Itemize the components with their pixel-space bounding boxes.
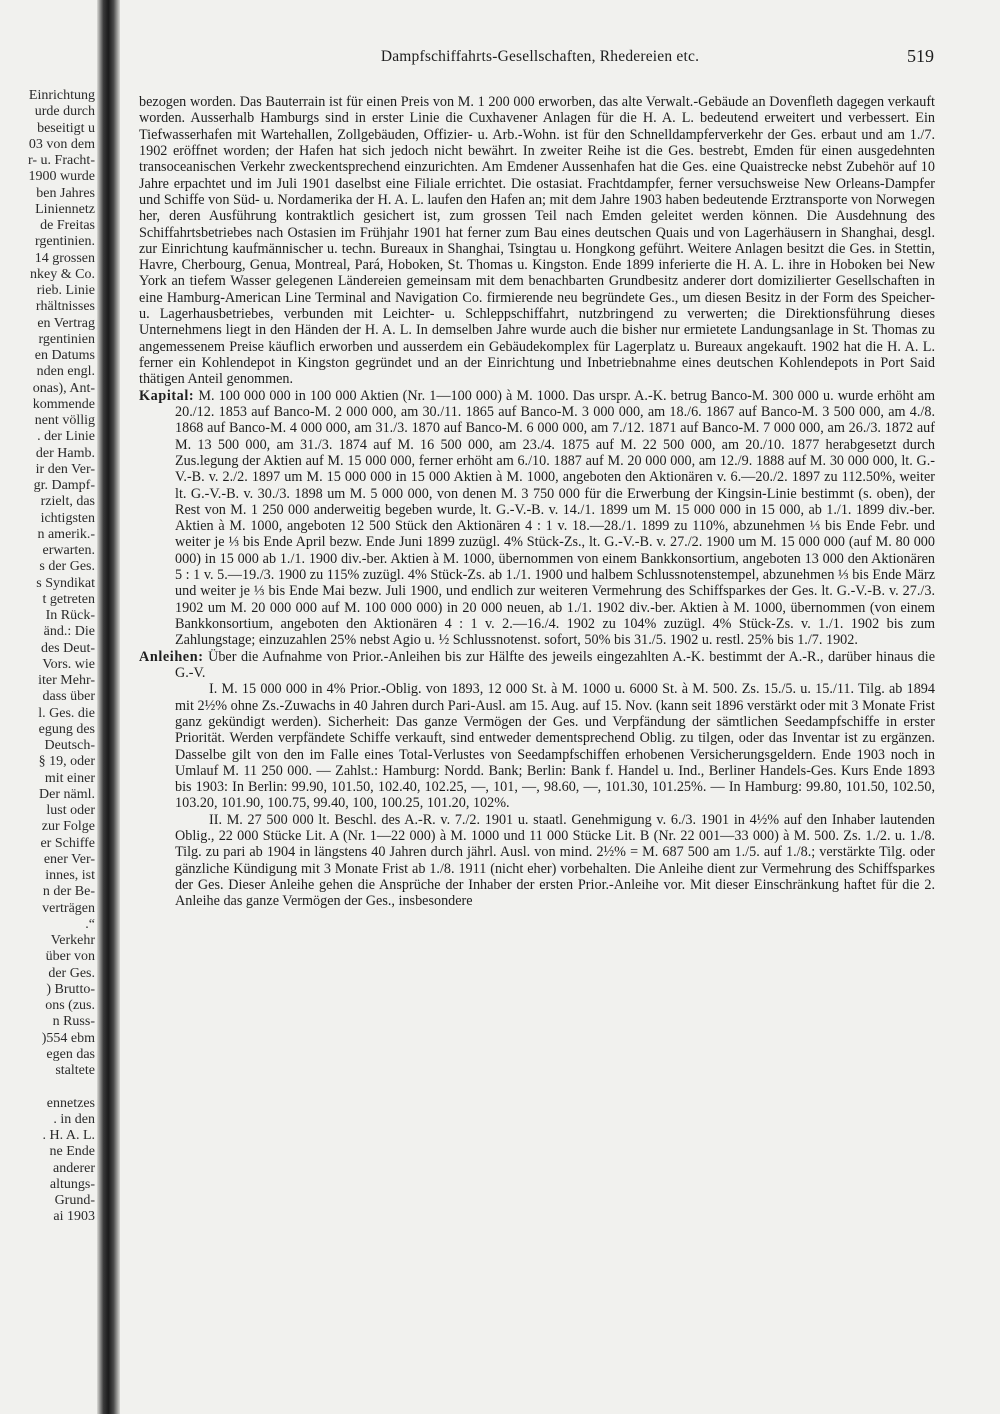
margin-fragment: rgentinien. [34, 234, 95, 250]
margin-fragment: mit einer [44, 770, 95, 786]
margin-fragment: Liniennetz [35, 201, 95, 217]
margin-fragment: kommende [32, 396, 95, 412]
margin-fragment: Einrichtung [28, 88, 95, 103]
margin-fragment: lust oder [46, 803, 95, 818]
margin-fragment: verträgen [42, 900, 95, 916]
margin-fragment: des Deut- [40, 640, 95, 656]
margin-fragment: ben Jahres [36, 185, 95, 201]
kapital-text: M. 100 000 000 in 100 000 Aktien (Nr. 1—100 000) à M. 1000. Das urspr. A.-K. betrug Banco-M. 300 000 u. wurde erhöht am 20./12. 1853 auf Banco-M. 2 000 000, am 30./11. 1865 auf Banco-M. 3 000 000, am 18./6. 1867 auf Banco-M. 3 500 000, am 4./8. 1868 auf Banco-M. 4 000 000, am 31./3. 1870 auf Banco-M. 6 000 000, am 7./12. 1871 auf Banco-M. 7 000 000, am 26./3. 1872 auf M. 13 500 000, am 31./3. 1874 auf M. 16 500 000, am 23./4. 1875 auf M. 22 500 000, am 20./10. 1877 herabgesetzt durch Zus.legung der Aktien auf M. 15 000 000, ferner erhöht am 6./10. 1887 auf M. 20 000 000, am 12./9. 1888 auf M. 30 000 000, lt. G.-V.-B. v. 2./2. 1897 um M. 15 000 000 in 15 000 Aktien à M. 1000, angeboten den Aktionären v. 6.—20./2. 1897 zu 112.50%, weiter lt. G.-V.-B. v. 30./3. 1898 um M. 5 000 000, von denen M. 3 750 000 für die Erwerbung der Kingsin-Linie bestimmt (s. oben), der Rest von M. 1 250 000 anderweitig begeben wurde, lt. G.-V.-B. v. 14./1. 1899 um M. 15 000 000 in 15 000, ab 1./1. 1899 div.-ber. Aktien à M. 1000, angeboten 12 500 Stück den Aktionären 4 : 1 v. 18.—28./1. 1899 zu 110%, abzunehmen ⅓ bis Ende Febr. und weiter je ⅓ bis Ende April bezw. Ende Juni 1899 zuzügl. 4% Stück-Zs., lt. G.-V.-B. v. 27./2. 1900 um M. 15 000 000 (auf M. 80 000 000) in 15 000 ab 1./1. 1900 div.-ber. Aktien à M. 1000, übernommen von einem Bankkonsortium, angeboten 13 000 den Aktionären 5 : 1 v. 5.—19./3. 1900 zu 115% zuzügl. 4% Stück-Zs. ab 1./1. 1900 und halbem Schlussnotenstempel, abzunehmen ⅓ bis Ende März und weiter je ⅓ bis Ende Mai bezw. Juli 1900, und endlich zur weiteren Vermehrung des Schiffsparkes der Ges. lt. G.-V.-B. v. 27./3. 1902 um M. 20 000 000 auf M. 100 000 000) in 20 000 neuen, ab 1./1. 1902 div.-ber. Aktien à M. 1000, übernommen (von einem Bankkonsortium, angeboten den Aktionären 4 : 1 v. 2.—16./4. 1902 zu 104% zuzügl. 4% Stück-Zs. v. 1./1. 1902 bis zum Zahlungstage; einzuzahlen 25% nebst Agio u. ½ Schlussnotenst. sofort, 50% bis 31./5. 1902 u. restl. 25% bis 1./7. 1902. [175, 387, 935, 649]
margin-fragment: änd.: Die [43, 624, 95, 640]
margin-fragment: dass über [42, 689, 95, 705]
margin-fragment: über von [45, 949, 95, 965]
margin-fragment: ai 1903 [53, 1209, 95, 1225]
book-gutter [97, 0, 120, 1414]
margin-fragment: innes, ist [45, 868, 95, 883]
margin-fragment: rzielt, das [40, 494, 95, 510]
margin-fragment [0, 1079, 95, 1095]
paragraph-facilities: bezogen worden. Das Bauterrain ist für einen Preis von M. 1 200 000 erworben, das alte Verwalt.-Gebäude an Dovenfleth dagegen verkauft worden. Ausserhalb Hamburgs sind in erster Linie die Cuxhavener Anlagen für die H. A. L. bedeutend erweitert und verbessert. Ein Tiefwasserhafen mit Wartehallen, Zollgebäuden, Offizier- u. Arb.-Wohn. ist für den Schnelldampferverkehr der Ges. erbaut und am 1./7. 1902 eröffnet worden; der Hafen hat sich jedoch nicht bewährt. In zweiter Reihe ist die Ges. bestrebt, Emden für einen ausgedehnten transoceanischen Verkehr zweckentsprechend einzurichten. Am Emdener Aussenhafen hat die Ges. eine Quaistrecke nebst Zubehör auf 10 Jahre erpachtet und im Juli 1901 daselbst eine Filiale errichtet. Die ostasiat. Frachtdampfer, ferner versuchsweise New Orleans-Dampfer und Schiffe von Süd- u. Nordamerika der H. A. L. laufen den Hafen an; mit dem Jahre 1903 haben bedeutende Erztransporte von Norwegen her, deren Ausführung kontraktlich gesichert ist, zum grossen Teil nach Emden geleitet werden können. Die Ausdehnung des Schiffahrtsbetriebes nach Ostasien im Frühjahr 1901 hat ferner zum Bau eines deutschen Quais und von Lagerhäusern in Shanghai, desgl. zur Einrichtung kaufmännischer u. techn. Bureaux in Shanghai, Tsingtau u. Hongkong geführt. Weitere Anlagen besitzt die Ges. in Stettin, Havre, Cherbourg, Genua, Montreal, Pará, Hoboken, St. Thomas u. Kingston. Ende 1899 inferierte die H. A. L. ihre in Hoboken bei New York an tiefem Wasser gelegenen Ländereien gemeinsam mit dem benachbarten Grundbesitz anderer dort domizilierter Gesellschaften in eine Hamburg-American Line Terminal and Navigation Co. firmierende neu begründete Ges., um diesen Besitz in der Form des Speicher- u. Lagerhausbetriebes, verbunden mit Leichter- u. Schleppschiffahrt, nutzbringend zu verwerten; die Direktionsführung dieses Unternehmens liegt in den Händen der H. A. L. In demselben Jahre wurde auch die bisher nur ermietete Landungsanlage in St. Thomas zu angemessenem Preise käuflich erworben und ausserdem ein Gebäudekomplex für Lagerplatz u. Bureaux angekauft. 1902 hat die H. A. L. ferner ein Kohlendepot in Kingston gegründet und an der Einrichtung und Inbetriebnahme eines deutschen Kohlendepots in Port Said thätigen Anteil genommen. [139, 94, 935, 388]
margin-fragment: Verkehr [50, 933, 95, 948]
margin-fragment: § 19, oder [38, 754, 95, 770]
margin-fragment: r- u. Fracht- [28, 153, 95, 168]
margin-fragment: egen das [46, 1046, 95, 1062]
margin-fragment: iter Mehr- [38, 673, 95, 688]
margin-fragment: altungs- [49, 1176, 95, 1192]
kapital-label: Kapital: [139, 387, 195, 404]
margin-fragment: ) Brutto- [46, 981, 95, 997]
margin-fragment: nkey & Co. [30, 266, 95, 282]
running-title: Dampfschiffahrts-Gesellschaften, Rhedereien etc. [380, 48, 700, 65]
left-page-margin-fragments [0, 88, 95, 1398]
margin-fragment: . der Linie [37, 429, 95, 445]
anleihen-label: Anleihen: [139, 648, 204, 665]
margin-fragment: n amerik.- [37, 526, 95, 542]
margin-fragment: der Hamb. [35, 445, 95, 461]
margin-fragment: egung des [38, 721, 95, 737]
margin-fragment: l. Ges. die [38, 705, 95, 721]
margin-fragment: )554 ebm [41, 1030, 95, 1046]
margin-fragment: gr. Dampf- [33, 478, 95, 493]
margin-fragment: ichtigsten [40, 510, 95, 526]
paragraph-kapital [139, 388, 935, 649]
margin-fragment: anderer [53, 1160, 95, 1176]
margin-fragment: ir den Ver- [35, 461, 95, 477]
margin-fragment: .“ [85, 916, 95, 932]
margin-fragment: Deutsch- [44, 738, 95, 753]
margin-fragment: In Rück- [45, 608, 95, 623]
margin-fragment: n der Be- [42, 884, 95, 900]
margin-fragment: staltete [55, 1063, 95, 1078]
margin-fragment: ne Ende [49, 1144, 95, 1160]
margin-fragment: ennetzes [46, 1095, 95, 1111]
margin-fragment: Vors. wie [42, 656, 95, 672]
margin-fragment: der Ges. [48, 965, 95, 981]
margin-fragment: s der Ges. [39, 559, 95, 575]
page-number: 519 [907, 46, 934, 66]
paragraph-anleihe-2: II. M. 27 500 000 lt. Beschl. des A.-R. v. 7./2. 1901 u. staatl. Genehmigung v. 6./3. 1901 in 4½% auf den Inhaber lautenden Oblig., 22 000 Stücke Lit. A (Nr. 1—22 000) à M. 1000 und 11 000 Stücke Lit. B (Nr. 22 001—33 000) à M. 500. Zs. 1./2. u. 1./8. Tilg. zu pari ab 1904 in längstens 40 Jahren durch jährl. Ausl. von mind. 2½% = M. 687 500 am 1./5. auf 1./8.; verstärkte Tilg. oder gänzliche Kündigung mit 3 Monate Frist ab 1./8. 1911 (nicht eher) vorbehalten. Die Anleihe dient zur Vermehrung des Schiffsparkes der Ges. Dieser Anleihe gehen die Ansprüche der Inhaber der ersten Prior.-Anleihe vor. Mit dieser Einschränkung haftet für die 2. Anleihe das ganze Vermögen der Ges., insbesondere [175, 811, 935, 910]
margin-fragment: onas), Ant- [32, 380, 95, 396]
margin-fragment: en Vertrag [37, 315, 95, 331]
margin-fragment: ons (zus. [45, 998, 95, 1013]
page-header [140, 48, 940, 72]
anleihen-text: Über die Aufnahme von Prior.-Anleihen bis zur Hälfte des jeweils eingezahlten A.-K. bestimmt der A.-R., darüber hinaus die G.-V. [175, 648, 935, 681]
margin-fragment: en Datums [34, 348, 95, 363]
paragraph-anleihe-1: I. M. 15 000 000 in 4% Prior.-Oblig. von 1893, 12 000 St. à M. 1000 u. 6000 St. à M. 500. Zs. 15./5. u. 15./11. Tilg. ab 1894 mit 2½% ohne Zs.-Zuwachs in 40 Jahren durch Pari-Ausl. am 15. Aug. auf 15. Nov. (kann seit 1896 verstärkt oder mit 3 Monate Frist ganz gekündigt werden). Sicherheit: Das ganze Vermögen der Ges. und Verpfändung der sämtlichen Seedampfschiffe in erster Priorität. Werden verpfändete Schiffe verkauft, sind entweder dementsprechend Oblig. zu tilgen, oder das Inventar ist zu ergänzen. Dasselbe gilt von den im Falle eines Total-Verlustes von Seedampfschiffen erhobenen Versicherungsgeldern. Ende 1903 noch in Umlauf M. 11 250 000. — Zahlst.: Hamburg: Nordd. Bank; Berlin: Bank f. Handel u. Ind., Berliner Handels-Ges. Kurs Ende 1893 bis 1903: In Berlin: 99.90, 101.50, 102.40, 102.25, —, 101, —, 98.60, —, 101.30, 101.25%. — In Hamburg: 99.80, 101.50, 102.50, 103.20, 101.90, 100.75, 99.40, 100, 100.25, 101.20, 102%. [175, 681, 935, 812]
margin-fragment: beseitigt u [37, 120, 95, 136]
margin-fragment: Der näml. [39, 786, 95, 802]
margin-fragment: rieb. Linie [36, 283, 95, 298]
margin-fragment: 1900 wurde [28, 169, 95, 185]
margin-fragment: Grund- [54, 1193, 95, 1208]
margin-fragment: t getreten [42, 591, 95, 607]
margin-fragment: erwarten. [42, 543, 95, 558]
margin-fragment: s Syndikat [36, 575, 95, 591]
margin-fragment: zur Folge [41, 819, 95, 835]
margin-fragment: urde durch [34, 104, 95, 120]
margin-fragment: rhältnisses [35, 299, 95, 315]
margin-fragment: de Freitas [40, 218, 95, 233]
margin-fragment: er Schiffe [40, 835, 95, 851]
margin-fragment: nent völlig [34, 413, 95, 428]
margin-fragment: nden engl. [36, 364, 95, 380]
paragraph-anleihen [139, 649, 935, 682]
margin-fragment: ener Ver- [43, 851, 95, 867]
margin-fragment: 14 grossen [34, 250, 95, 266]
margin-fragment: 03 von dem [28, 136, 95, 152]
main-text-column [139, 94, 935, 910]
margin-fragment: . H. A. L. [42, 1128, 95, 1143]
margin-fragment: . in den [53, 1111, 95, 1127]
margin-fragment: rgentinien [38, 331, 95, 347]
margin-fragment: n Russ- [52, 1014, 95, 1030]
